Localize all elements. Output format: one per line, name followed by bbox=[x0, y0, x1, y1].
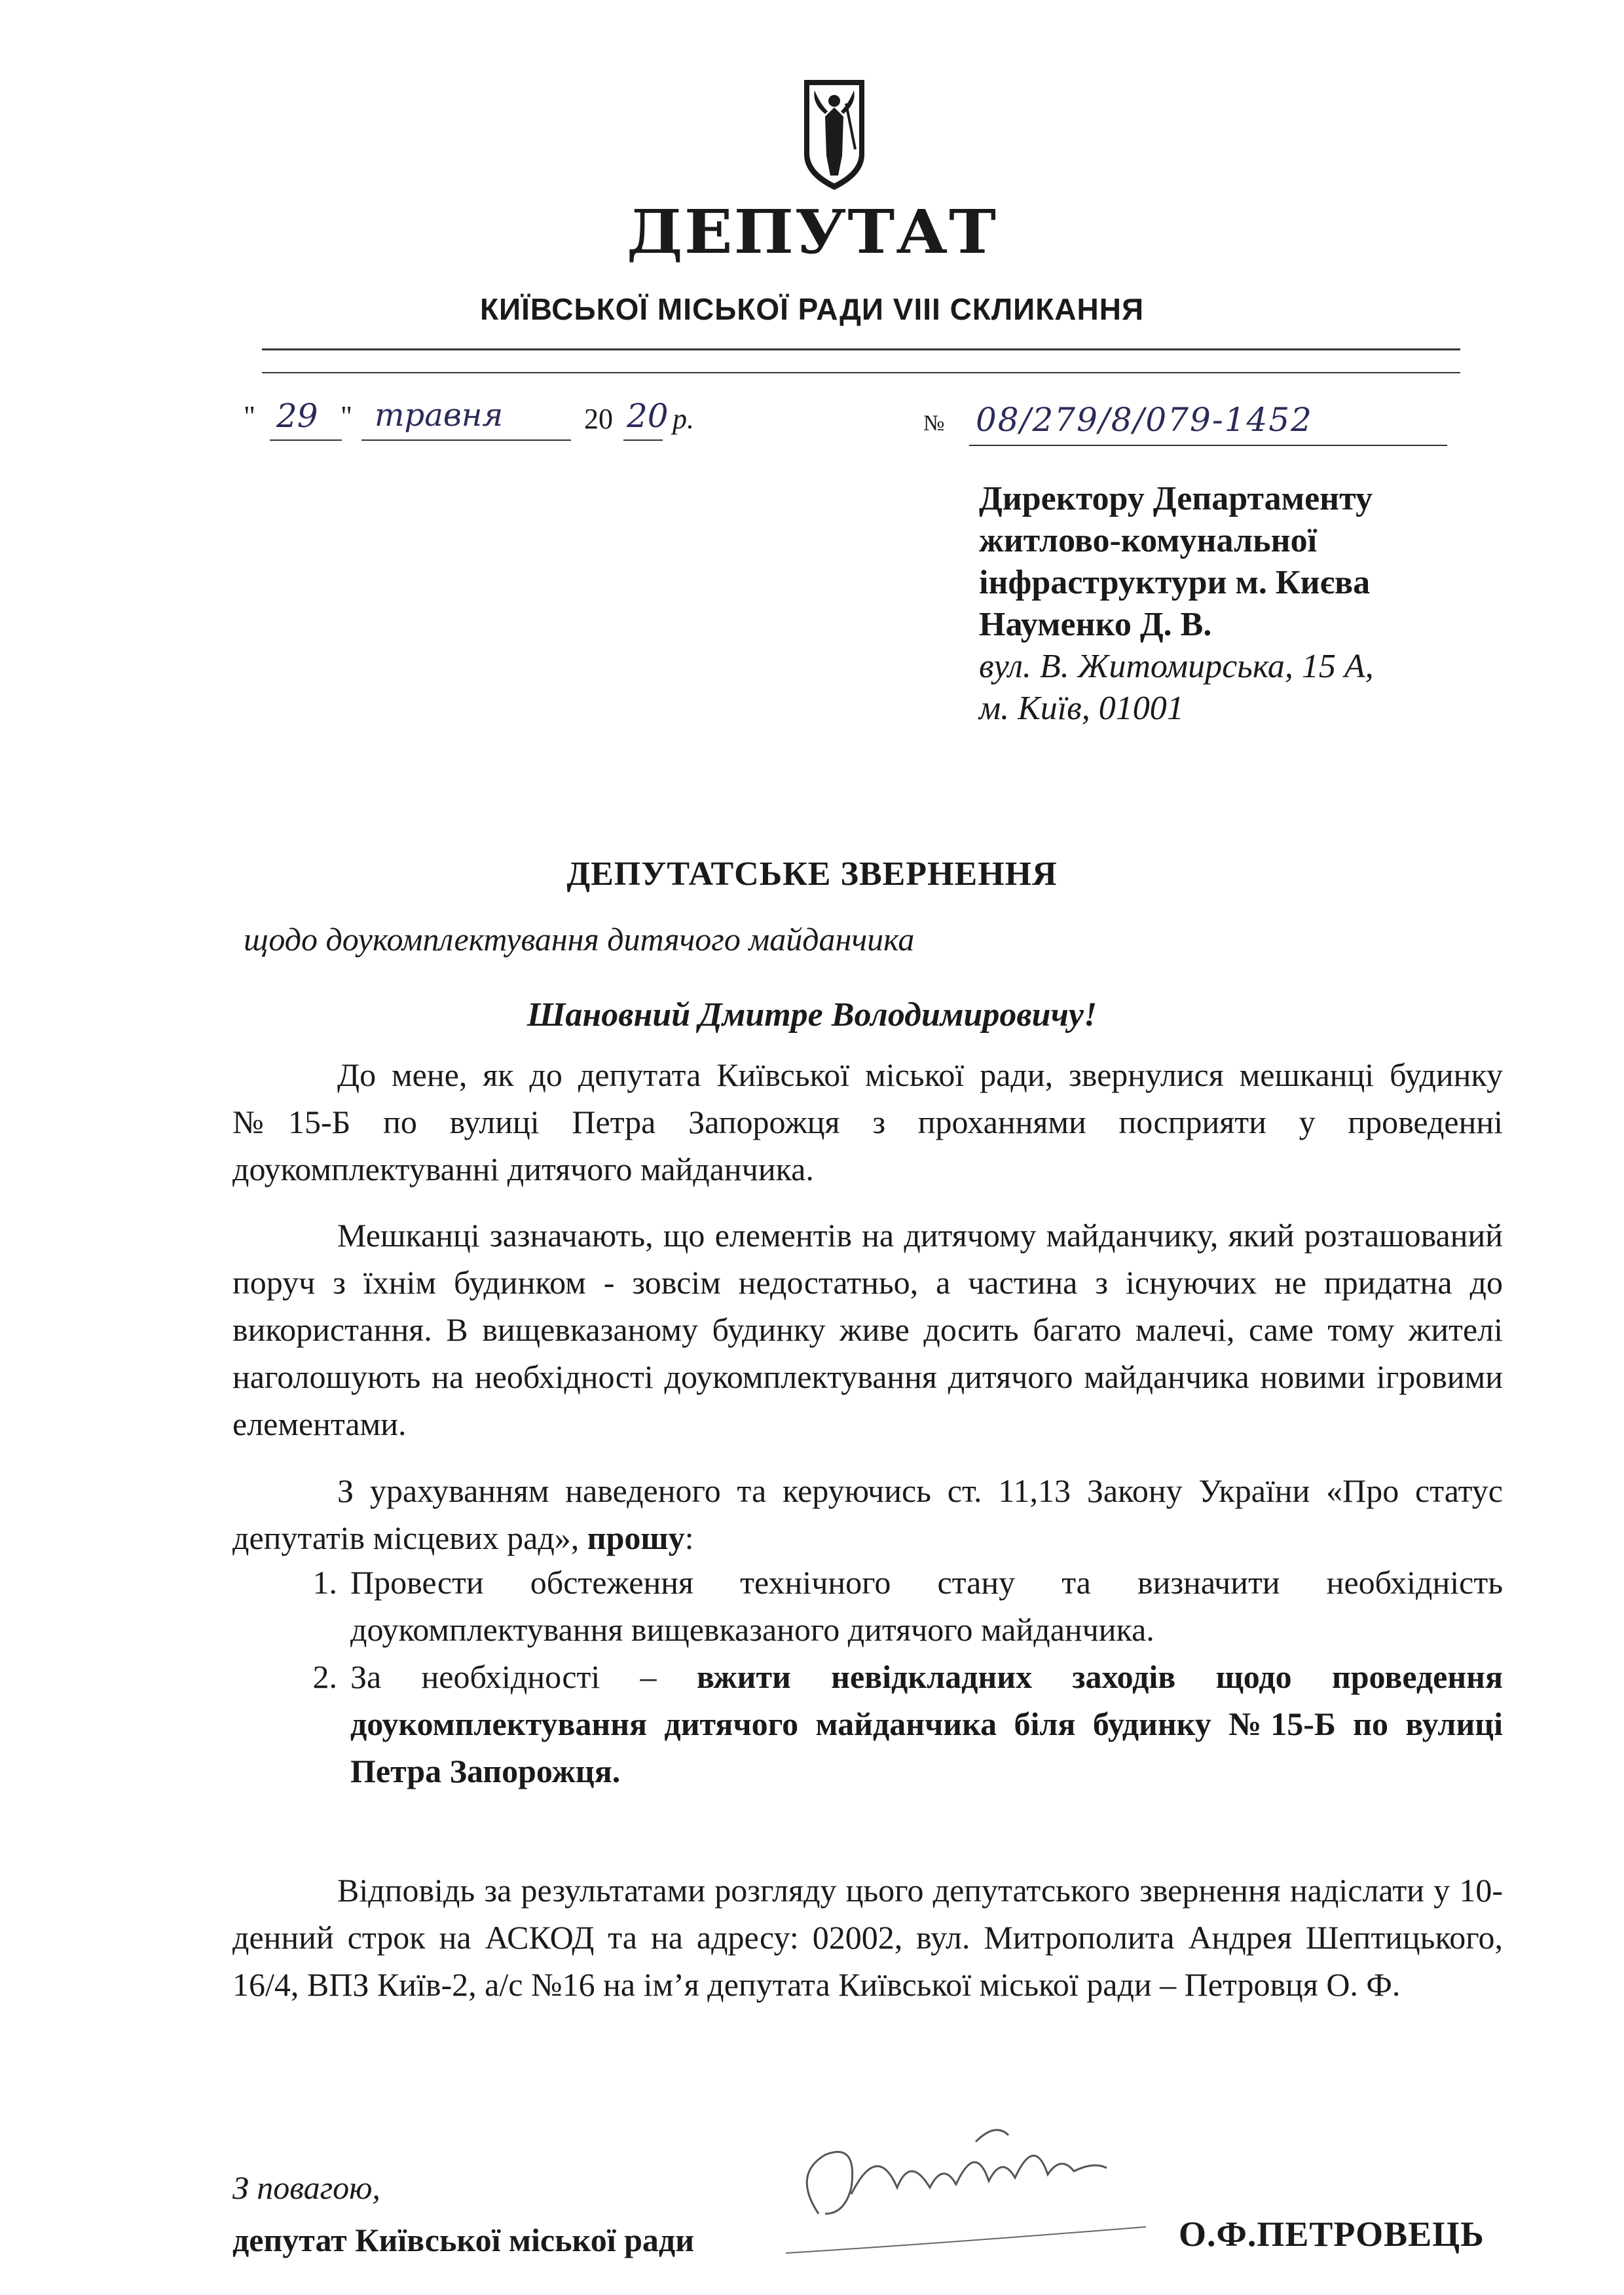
registration-number bbox=[923, 398, 1447, 457]
date-year-suffix: 20 bbox=[627, 397, 669, 435]
closing-position: депутат Київської міської ради bbox=[232, 2222, 695, 2258]
item2-bold: вжити невідкладних заходів щодо проведення доукомплектування дитячого майданчика біля будинку №15-Б по вулиці Петра Запорожця. bbox=[350, 1658, 1504, 1789]
addressee-line-3: інфраструктури м. Києва bbox=[979, 564, 1371, 601]
para3-bold: прошу bbox=[587, 1520, 685, 1556]
signature-icon bbox=[779, 2116, 1185, 2266]
document-title: ДЕПУТАТСЬКЕ ЗВЕРНЕННЯ bbox=[566, 855, 1058, 893]
date-month: травня bbox=[375, 397, 504, 434]
letterhead-subtitle: КИЇВСЬКОЇ МІСЬКОЇ РАДИ VIII СКЛИКАННЯ bbox=[479, 292, 1145, 326]
paragraph-text: Відповідь за результатами розгляду цього депутатського звернення надіслати у 10-денний строк на АСКОД та на адресу: 02002, вул. Митрополита Андрея Шептицького, 16/4, ВПЗ Київ-2, а/с №16 на ім’я депутата Київської міської ради – Петровця О. Ф. bbox=[232, 1872, 1503, 2003]
body-paragraph-2 bbox=[232, 1212, 1503, 1447]
number-label: № bbox=[923, 411, 945, 436]
addressee-city: м. Київ, 01001 bbox=[979, 690, 1184, 727]
request-list bbox=[232, 1559, 1503, 1795]
list-item-number: 2. bbox=[312, 1658, 337, 1695]
addressee-line-2: житлово-комунальної bbox=[979, 522, 1318, 559]
body-paragraph-1 bbox=[232, 1051, 1503, 1193]
paragraph-text: До мене, як до депутата Київської міської ради, звернулися мешканці будинку №15-Б по вулиці Петра Запорожця з проханнями посприяти у проведенні доукомплектуванні дитячого майданчика. bbox=[232, 1056, 1503, 1187]
salutation: Шановний Дмитре Володимировичу! bbox=[526, 996, 1098, 1034]
addressee-line-1: Директору Департаменту bbox=[979, 480, 1373, 517]
item2-plain: За необхідності – bbox=[350, 1658, 657, 1695]
list-item-number: 1. bbox=[312, 1564, 337, 1601]
para3-start: З урахуванням наведеного та керуючись ст. 11,13 Закону України «Про статус депутатів місцевих рад», bbox=[232, 1472, 1503, 1556]
date-open-quote: " bbox=[244, 400, 255, 432]
addressee-block bbox=[979, 478, 1503, 730]
list-item-text: Провести обстеження технічного стану та визначити необхідність доукомплектування вищевказаного дитячого майданчика. bbox=[350, 1564, 1503, 1648]
letterhead-rule-top bbox=[262, 348, 1460, 350]
signer-name: О.Ф.ПЕТРОВЕЦЬ bbox=[1179, 2214, 1485, 2254]
list-item bbox=[232, 1559, 1503, 1653]
document-subject: щодо доукомплектування дитячого майданчика bbox=[244, 921, 915, 958]
number-value: 08/279/8/079-1452 bbox=[976, 401, 1313, 439]
date-suffix: р. bbox=[673, 403, 694, 435]
addressee-name: Науменко Д. В. bbox=[979, 606, 1212, 643]
paragraph-text: Мешканці зазначають, що елементів на дитячому майданчику, який розташований поруч з їхнім будинком - зовсім недостатньо, а частина з існуючих не придатна до використання. В вищевказаному будинку живе досить багато малечі, саме тому жителі наголошують на необхідності доукомплектування дитячого майданчика новими ігровими елементами. bbox=[232, 1217, 1503, 1442]
body-paragraph-3 bbox=[232, 1467, 1503, 1561]
closing-regards: З повагою, bbox=[232, 2169, 380, 2206]
kyiv-emblem-icon bbox=[800, 77, 868, 193]
letterhead-rule-bottom bbox=[262, 372, 1460, 373]
date-close-quote: " bbox=[341, 400, 352, 432]
list-item bbox=[232, 1653, 1503, 1795]
para3-end: : bbox=[684, 1520, 694, 1556]
addressee-street: вул. В. Житомирська, 15 А, bbox=[979, 648, 1374, 685]
date-line bbox=[244, 393, 728, 452]
letterhead-title: ДЕПУТАТ bbox=[626, 196, 998, 267]
closing-block bbox=[232, 2161, 694, 2266]
date-day: 29 bbox=[276, 397, 318, 435]
date-year-prefix: 20 bbox=[584, 403, 613, 435]
list-item-text bbox=[350, 1653, 1503, 1795]
body-paragraph-4 bbox=[232, 1867, 1503, 2008]
paragraph-text bbox=[232, 1467, 1503, 1561]
